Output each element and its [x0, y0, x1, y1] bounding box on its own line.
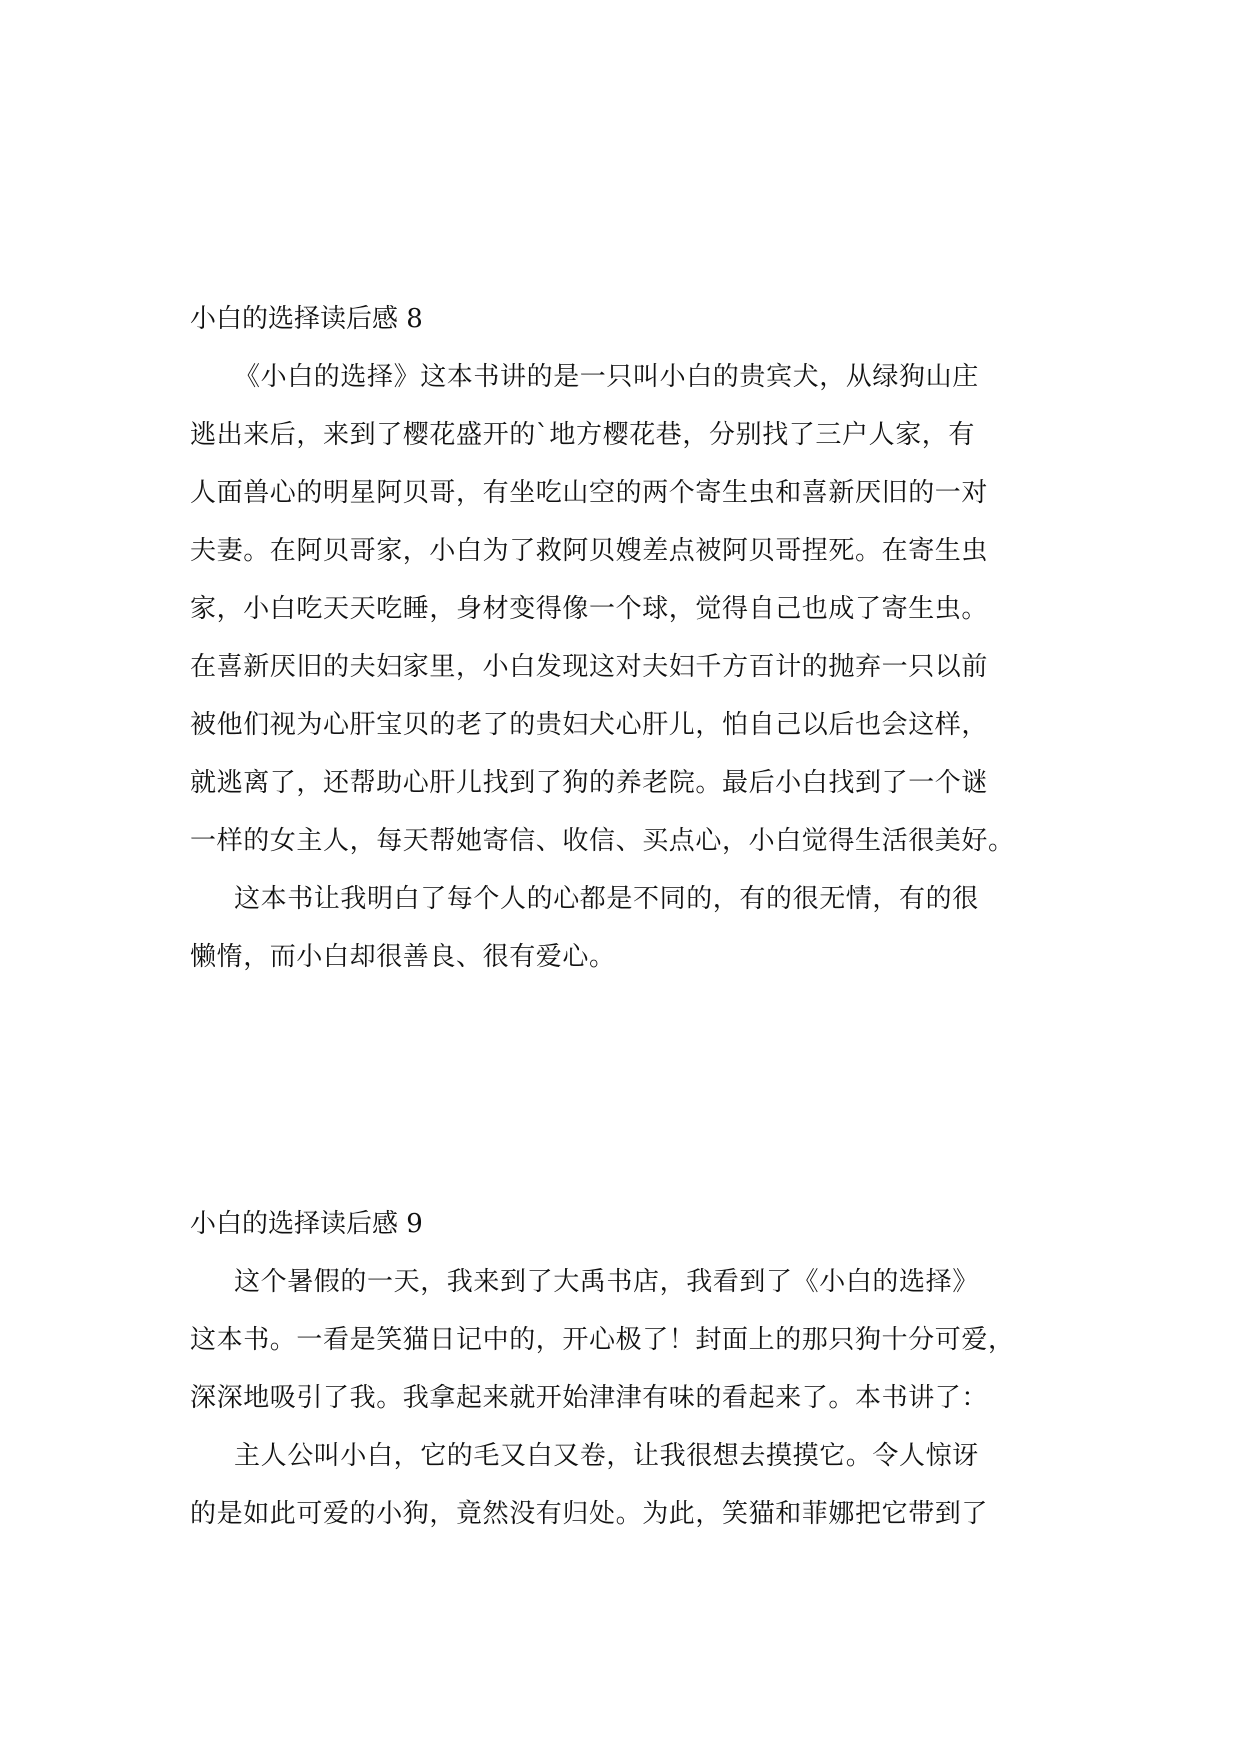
paragraph-line: 夫妻。在阿贝哥家，小白为了救阿贝嫂差点被阿贝哥捏死。在寄生虫 — [190, 536, 989, 566]
paragraph-line: 深深地吸引了我。我拿起来就开始津津有味的看起来了。本书讲了： — [190, 1383, 989, 1413]
paragraph-line: 主人公叫小白，它的毛又白又卷，让我很想去摸摸它。令人惊讶 — [234, 1441, 979, 1471]
paragraph-line: 被他们视为心肝宝贝的老了的贵妇犬心肝儿，怕自己以后也会这样， — [190, 710, 989, 740]
essay-section-9 — [190, 1195, 1060, 1543]
paragraph-line: 逃出来后，来到了樱花盛开的`地方樱花巷，分别找了三户人家，有 — [190, 420, 976, 450]
paragraph-line: 在喜新厌旧的夫妇家里，小白发现这对夫妇千方百计的抛弃一只以前 — [190, 652, 989, 682]
essay-section-8 — [190, 290, 1060, 986]
paragraph-line: 一样的女主人，每天帮她寄信、收信、买点心，小白觉得生活很美好。 — [190, 826, 1015, 856]
paragraph-line: 懒惰，而小白却很善良、很有爱心。 — [190, 942, 616, 972]
paragraph-line: 这本书。一看是笑猫日记中的，开心极了！封面上的那只狗十分可爱， — [190, 1325, 1015, 1355]
paragraph-line: 这个暑假的一天，我来到了大禹书店，我看到了《小白的选择》 — [234, 1267, 979, 1297]
paragraph-line: 这本书让我明白了每个人的心都是不同的，有的很无情，有的很 — [234, 884, 979, 914]
paragraph-line: 就逃离了，还帮助心肝儿找到了狗的养老院。最后小白找到了一个谜 — [190, 768, 989, 798]
section-heading: 小白的选择读后感 8 — [190, 304, 423, 334]
paragraph-line: 家，小白吃天天吃睡，身材变得像一个球，觉得自己也成了寄生虫。 — [190, 594, 989, 624]
section-heading: 小白的选择读后感 9 — [190, 1209, 423, 1239]
paragraph-line: 《小白的选择》这本书讲的是一只叫小白的贵宾犬，从绿狗山庄 — [234, 362, 979, 392]
paragraph-line: 人面兽心的明星阿贝哥，有坐吃山空的两个寄生虫和喜新厌旧的一对 — [190, 478, 989, 508]
paragraph-line: 的是如此可爱的小狗，竟然没有归处。为此，笑猫和菲娜把它带到了 — [190, 1499, 989, 1529]
